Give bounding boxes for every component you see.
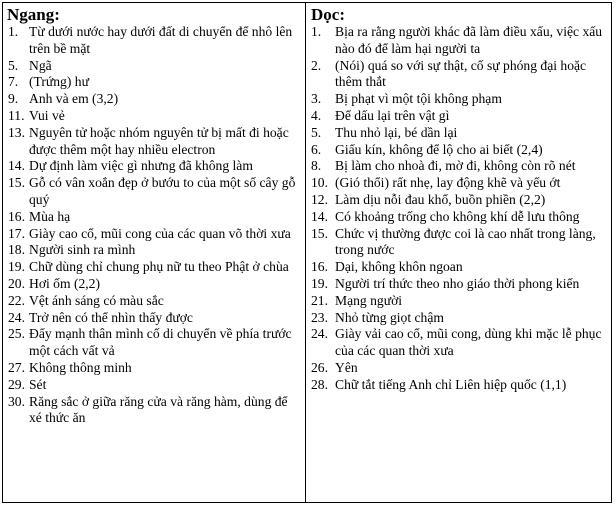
down-clue (306, 58, 611, 92)
down-clue-text: Chức vị thường được coi là cao nhất trong làng, trong nước (335, 225, 596, 258)
down-clue-number: 2. (311, 57, 322, 73)
down-clue (306, 192, 611, 209)
down-clue-text: Nhỏ từng giọt chậm (335, 309, 444, 325)
down-clue (306, 108, 611, 125)
down-clue-list (306, 24, 611, 394)
down-clue-text: Yên (335, 359, 358, 375)
across-clue-text: Ngã (29, 57, 52, 73)
across-clue (3, 209, 305, 226)
across-clue-number: 25. (8, 326, 25, 342)
across-clue-text: Mùa hạ (29, 208, 71, 224)
across-clue-text: Vệt ánh sáng có màu sắc (29, 292, 164, 308)
down-clue-text: Giấu kín, không để lộ cho ai biết (2,4) (335, 141, 543, 157)
down-clue-text: Dại, không khôn ngoan (335, 259, 463, 275)
down-clue (306, 175, 611, 192)
across-clue-list (3, 24, 305, 427)
across-clue (3, 125, 305, 159)
down-clue (306, 125, 611, 142)
down-clue-text: Để dấu lại trên vật gì (335, 107, 450, 123)
down-clue-number: 14. (311, 208, 328, 224)
across-clue-number: 15. (8, 175, 25, 191)
down-clue-number: 1. (311, 24, 322, 39)
clue-table (2, 2, 612, 503)
across-clue-number: 5. (8, 57, 19, 73)
down-clue-number: 10. (311, 175, 328, 191)
across-clue (3, 24, 305, 58)
across-clue-number: 14. (8, 158, 25, 174)
across-clue-text: Không thông minh (29, 359, 132, 375)
down-clue-text: Thu nhỏ lại, bé dần lại (335, 124, 458, 140)
across-clue-number: 20. (8, 275, 25, 291)
across-clue (3, 226, 305, 243)
across-clue-number: 18. (8, 242, 25, 258)
down-clue-number: 23. (311, 309, 328, 325)
across-clue (3, 310, 305, 327)
down-clue (306, 24, 611, 58)
down-clue (306, 276, 611, 293)
across-heading: Ngang: (7, 5, 60, 24)
across-clue-text: Hơi ốm (2,2) (29, 275, 100, 291)
down-clue-number: 24. (311, 326, 328, 342)
down-clue-text: (Gió thổi) rất nhẹ, lay động khẽ và yếu ớt (335, 175, 561, 191)
down-clue-text: Bịa ra rằng người khác đã làm điều xấu, việc xấu nào đó để làm hại người ta (335, 24, 603, 56)
across-clue (3, 175, 305, 209)
across-clue-number: 19. (8, 259, 25, 275)
down-clue-number: 12. (311, 191, 328, 207)
down-clue-number: 26. (311, 359, 328, 375)
across-clue-number: 30. (8, 393, 25, 409)
across-clue-text: Răng sắc ở giữa răng cửa và răng hàm, dùng để xé thức ăn (29, 393, 288, 426)
down-clue-text: Làm dịu nỗi đau khổ, buồn phiền (2,2) (335, 191, 546, 207)
across-clue-text: Nguyên tử hoặc nhóm nguyên tử bị mất đi hoặc được thêm một hay nhiều electron (29, 124, 289, 157)
across-clue-number: 29. (8, 376, 25, 392)
down-clue (306, 259, 611, 276)
across-clue (3, 242, 305, 259)
down-clue (306, 360, 611, 377)
down-clue-text: Mạng người (335, 292, 403, 308)
across-clue (3, 394, 305, 428)
across-clue (3, 377, 305, 394)
across-clue-text: Gỗ có vân xoắn đẹp ở bướu to của một số cây gỗ quý (29, 175, 296, 207)
across-clue (3, 158, 305, 175)
across-clue-text: Chữ dùng chỉ chung phụ nữ tu theo Phật ở chùa (29, 259, 289, 275)
across-clue-text: (Trứng) hư (29, 74, 89, 90)
down-clue-text: Giày vải cao cổ, mũi cong, dùng khi mặc lễ phục của các quan thời xưa (335, 326, 602, 359)
across-clue (3, 293, 305, 310)
down-clue (306, 158, 611, 175)
down-column (306, 3, 611, 502)
down-clue (306, 293, 611, 310)
down-clue-text: Người trí thức theo nho giáo thời phong kiến (335, 275, 580, 291)
down-clue-number: 5. (311, 124, 322, 140)
across-clue-number: 1. (8, 24, 19, 39)
across-clue-number: 16. (8, 208, 25, 224)
across-clue-number: 13. (8, 124, 25, 140)
across-clue-text: Giày cao cổ, mũi cong của các quan võ thời xưa (29, 225, 291, 241)
down-clue-number: 19. (311, 275, 328, 291)
down-clue (306, 226, 611, 260)
down-clue (306, 91, 611, 108)
across-clue-number: 24. (8, 309, 25, 325)
across-clue (3, 360, 305, 377)
across-clue-text: Từ dưới nước hay dưới đất di chuyển để nhô lên trên bề mặt (29, 24, 293, 56)
across-clue-text: Sét (29, 376, 47, 392)
down-clue-text: Bị phạt vì một tội không phạm (335, 91, 502, 107)
down-clue-number: 3. (311, 91, 322, 107)
down-clue (306, 310, 611, 327)
down-clue-number: 15. (311, 225, 328, 241)
across-clue-number: 11. (8, 107, 25, 123)
across-clue-text: Dự định làm việc gì nhưng đã không làm (29, 158, 253, 174)
across-clue (3, 108, 305, 125)
down-clue-number: 6. (311, 141, 322, 157)
across-clue-text: Đẩy mạnh thân mình cố di chuyển về phía trước một cách vất vả (29, 326, 292, 359)
across-clue-number: 17. (8, 225, 25, 241)
down-clue-number: 8. (311, 158, 322, 174)
down-clue (306, 209, 611, 226)
down-clue-text: (Nói) quá so với sự thật, cố sự phóng đại hoặc thêm thắt (335, 57, 587, 90)
down-clue-number: 16. (311, 259, 328, 275)
down-clue-number: 28. (311, 376, 328, 392)
down-clue (306, 377, 611, 394)
down-clue-number: 21. (311, 292, 328, 308)
across-clue-text: Người sinh ra mình (29, 242, 136, 258)
down-clue-text: Bị làm cho nhoà đi, mờ đi, không còn rõ nét (335, 158, 576, 174)
across-clue-number: 9. (8, 91, 19, 107)
across-clue-number: 27. (8, 359, 25, 375)
down-clue-text: Có khoảng trống cho không khí dễ lưu thông (335, 208, 580, 224)
across-clue-number: 7. (8, 74, 19, 90)
across-clue-text: Vui vẻ (29, 107, 65, 123)
down-clue-text: Chữ tắt tiếng Anh chỉ Liên hiệp quốc (1,1) (335, 376, 567, 392)
down-clue-number: 4. (311, 107, 322, 123)
across-clue (3, 326, 305, 360)
across-column (3, 3, 306, 502)
down-clue (306, 142, 611, 159)
across-clue-number: 22. (8, 292, 25, 308)
across-clue (3, 91, 305, 108)
across-clue (3, 74, 305, 91)
across-clue (3, 276, 305, 293)
down-clue (306, 326, 611, 360)
across-clue-text: Trở nên có thể nhìn thấy được (29, 309, 193, 325)
across-clue-text: Anh và em (3,2) (29, 91, 119, 107)
across-clue (3, 259, 305, 276)
across-clue (3, 58, 305, 75)
down-heading: Dọc: (311, 5, 345, 24)
